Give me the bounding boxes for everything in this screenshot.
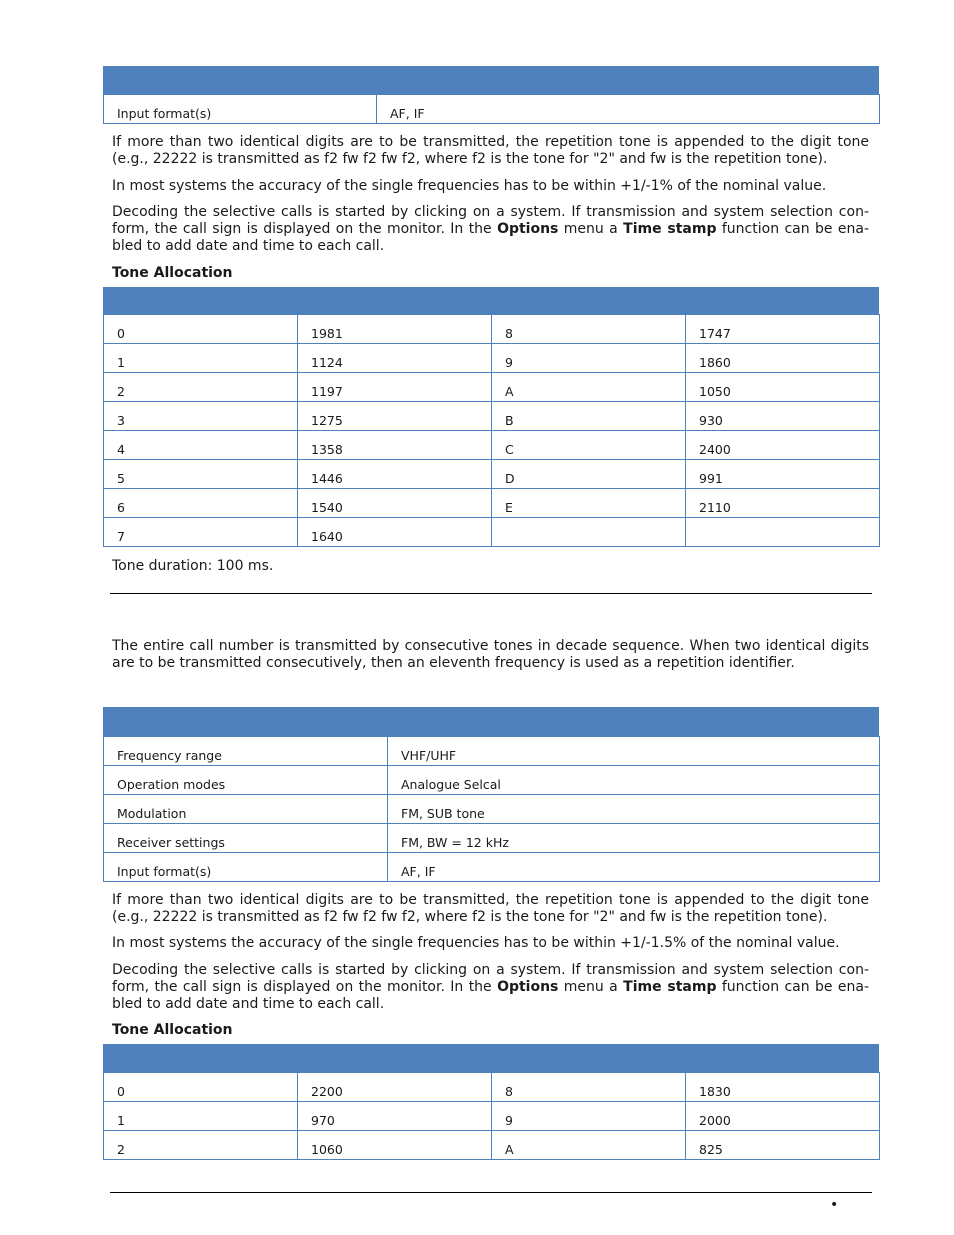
table-row <box>104 315 880 344</box>
table-cell: C <box>492 431 686 460</box>
table-cell: 1 <box>104 344 298 373</box>
table1 <box>103 94 880 124</box>
table-cell: Modulation <box>104 795 388 824</box>
table-row <box>104 795 880 824</box>
table-cell: Frequency range <box>104 737 388 766</box>
table-cell: Operation modes <box>104 766 388 795</box>
table-row <box>104 853 880 882</box>
table-row <box>104 95 880 124</box>
table-cell: 1275 <box>298 402 492 431</box>
table-row <box>104 766 880 795</box>
text: Decoding the selective calls is started by clicking on a system. If transmission and system selection con-form, the call sign is displayed on the monitor. In the <box>112 204 869 237</box>
tone-table2 <box>103 1072 880 1160</box>
table-cell: FM, SUB tone <box>388 795 880 824</box>
table-row <box>104 518 880 547</box>
table-cell: 1358 <box>298 431 492 460</box>
table-cell: 8 <box>492 1073 686 1102</box>
table-cell: A <box>492 373 686 402</box>
table-cell: 9 <box>492 1102 686 1131</box>
table-cell: 1124 <box>298 344 492 373</box>
table-cell: 0 <box>104 315 298 344</box>
table-row <box>104 1131 880 1160</box>
footer-divider <box>110 1192 872 1193</box>
table-cell: 1 <box>104 1102 298 1131</box>
table1-header <box>103 66 879 94</box>
table-row <box>104 824 880 853</box>
table-cell: 2 <box>104 373 298 402</box>
table-cell: A <box>492 1131 686 1160</box>
table-cell: 2000 <box>686 1102 880 1131</box>
divider <box>110 593 872 594</box>
table-row <box>104 737 880 766</box>
table-cell: FM, BW = 12 kHz <box>388 824 880 853</box>
table-cell: 6 <box>104 489 298 518</box>
table-row <box>104 344 880 373</box>
table-cell: 8 <box>492 315 686 344</box>
table2-header <box>103 707 879 736</box>
table-cell: Input format(s) <box>104 853 388 882</box>
table-row <box>104 460 880 489</box>
table-cell: E <box>492 489 686 518</box>
paragraph: In most systems the accuracy of the single frequencies has to be within +1/-1% of the nominal value. <box>112 178 827 194</box>
text: Decoding the selective calls is started by clicking on a system. If transmission and system selection con-form, the call sign is displayed on the monitor. In the <box>112 962 869 995</box>
table-cell <box>686 518 880 547</box>
table-row <box>104 1102 880 1131</box>
tone-table1 <box>103 314 880 547</box>
table-cell: 1747 <box>686 315 880 344</box>
text: function can be ena-bled to add date and time to each call. <box>112 979 869 1012</box>
table-cell: AF, IF <box>377 95 880 124</box>
bold-text: Options <box>497 221 559 237</box>
table-cell: 1446 <box>298 460 492 489</box>
bold-text: Time stamp <box>623 979 717 995</box>
table-cell: AF, IF <box>388 853 880 882</box>
table-cell: 991 <box>686 460 880 489</box>
tone-table1-header <box>103 287 879 314</box>
table-row <box>104 402 880 431</box>
tone-duration: Tone duration: 100 ms. <box>112 558 274 574</box>
table-row <box>104 489 880 518</box>
table-cell: 930 <box>686 402 880 431</box>
table-cell: 2200 <box>298 1073 492 1102</box>
table-cell: 2 <box>104 1131 298 1160</box>
table-cell: D <box>492 460 686 489</box>
paragraph <box>112 962 869 1013</box>
table-cell: 4 <box>104 431 298 460</box>
bold-text: Options <box>497 979 559 995</box>
table-cell: 2110 <box>686 489 880 518</box>
table-cell: 1981 <box>298 315 492 344</box>
table-cell: 1050 <box>686 373 880 402</box>
text: menu a <box>558 221 624 237</box>
table-cell: 970 <box>298 1102 492 1131</box>
section-heading: Tone Allocation <box>112 1022 233 1038</box>
text: menu a <box>558 979 624 995</box>
paragraph: In most systems the accuracy of the single frequencies has to be within +1/-1.5% of the nominal value. <box>112 935 840 951</box>
table-cell: 9 <box>492 344 686 373</box>
footer-bullet: • <box>830 1197 839 1213</box>
table-cell: Receiver settings <box>104 824 388 853</box>
paragraph: If more than two identical digits are to be transmitted, the repetition tone is appended to the digit tone (e.g., 22222 is transmitted as f2 fw f2 fw f2, where f2 is the tone for "2" and fw is the repetition tone). <box>112 134 869 167</box>
table-cell: 0 <box>104 1073 298 1102</box>
table-cell: 825 <box>686 1131 880 1160</box>
table-cell: 1640 <box>298 518 492 547</box>
bold-text: Time stamp <box>623 221 717 237</box>
table-cell: 3 <box>104 402 298 431</box>
paragraph: The entire call number is transmitted by consecutive tones in decade sequence. When two identical digits are to be transmitted consecutively, then an eleventh frequency is used as a repetition identifier. <box>112 638 869 671</box>
table-cell: VHF/UHF <box>388 737 880 766</box>
table-row <box>104 373 880 402</box>
table-cell <box>492 518 686 547</box>
table-cell: 1860 <box>686 344 880 373</box>
table-row <box>104 431 880 460</box>
tone-table2-header <box>103 1044 879 1072</box>
table-cell: Input format(s) <box>104 95 377 124</box>
table-cell: 7 <box>104 518 298 547</box>
table-cell: 1060 <box>298 1131 492 1160</box>
table-cell: 5 <box>104 460 298 489</box>
section-heading: Tone Allocation <box>112 265 233 281</box>
text: function can be ena-bled to add date and time to each call. <box>112 221 869 254</box>
table-cell: 2400 <box>686 431 880 460</box>
table-cell: 1540 <box>298 489 492 518</box>
paragraph: If more than two identical digits are to be transmitted, the repetition tone is appended to the digit tone (e.g., 22222 is transmitted as f2 fw f2 fw f2, where f2 is the tone for "2" and fw is the repetition tone). <box>112 892 869 925</box>
paragraph <box>112 204 869 255</box>
table-cell: 1197 <box>298 373 492 402</box>
table-cell: Analogue Selcal <box>388 766 880 795</box>
table-cell: B <box>492 402 686 431</box>
table-cell: 1830 <box>686 1073 880 1102</box>
table2 <box>103 736 880 882</box>
table-row <box>104 1073 880 1102</box>
